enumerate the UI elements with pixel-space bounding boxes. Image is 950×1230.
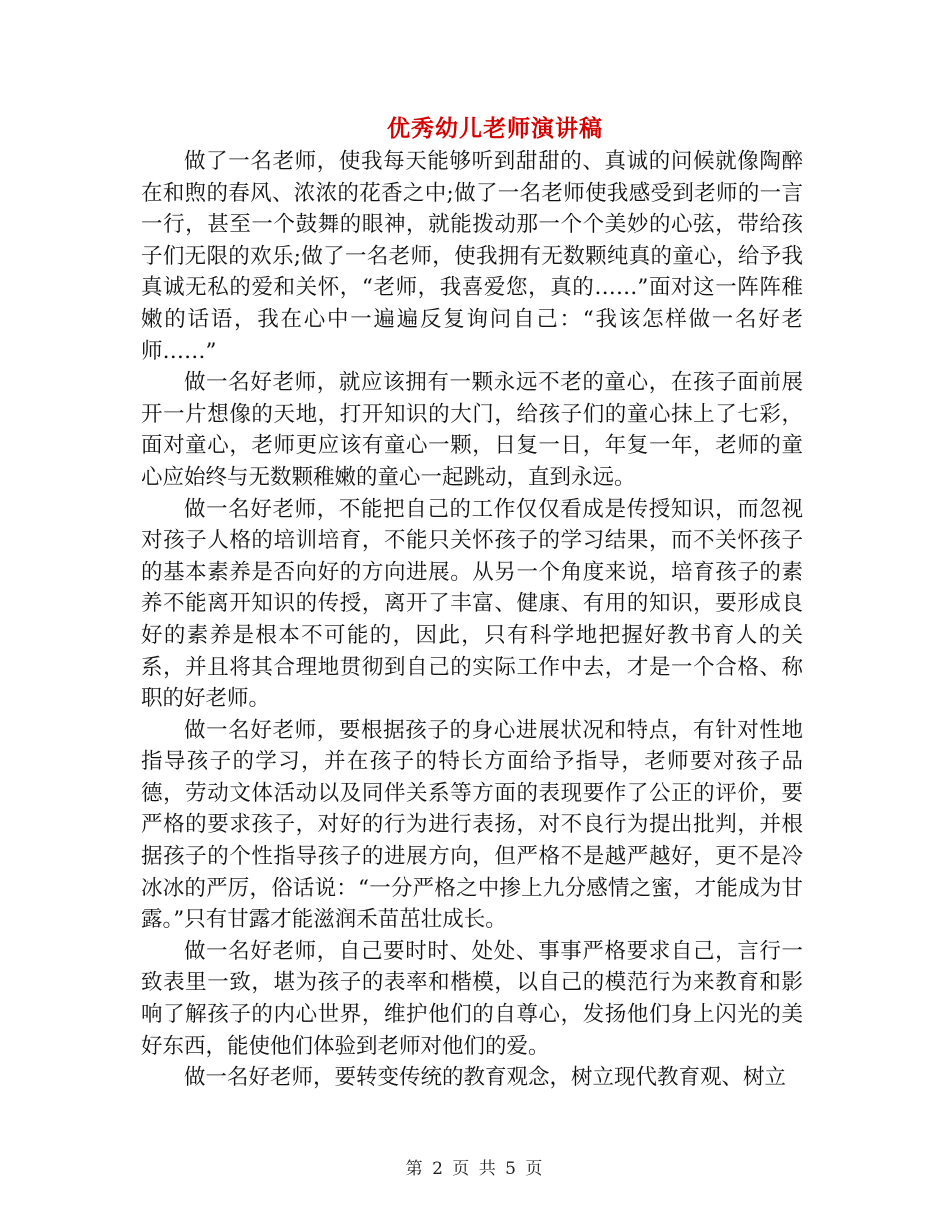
document-body [141,146,803,1094]
paragraph: 做一名好老师，要根据孩子的身心进展状况和特点，有针对性地指导孩子的学习，并在孩子的特长方面给予指导，老师要对孩子品德，劳动文体活动以及同伴关系等方面的表现要作了公正的评价，要严格的要求孩子，对好的行为进行表扬，对不良行为提出批判，并根据孩子的个性指导孩子的进展方向，但严格不是越严越好，更不是冷冰冰的严厉，俗话说：“一分严格之中掺上九分感情之蜜，才能成为甘露。”只有甘露才能滋润禾苗茁壮成长。 [141,717,803,933]
paragraph: 做了一名老师，使我每天能够听到甜甜的、真诚的问候就像陶醉在和煦的春风、浓浓的花香之中;做了一名老师使我感受到老师的一言一行，甚至一个鼓舞的眼神，就能拨动那一个个美妙的心弦，带给孩子们无限的欢乐;做了一名老师，使我拥有无数颗纯真的童心，给予我真诚无私的爱和关怀，“老师，我喜爱您，真的……”面对这一阵阵稚嫩的话语，我在心中一遍遍反复询问自己：“我该怎样做一名好老师……” [141,149,803,364]
paragraph: 做一名好老师，要转变传统的教育观念，树立现代教育观、树立 [184,1065,787,1091]
paragraph: 做一名好老师，自己要时时、处处、事事严格要求自己，言行一致表里一致，堪为孩子的表率和楷模，以自己的模范行为来教育和影响了解孩子的内心世界，维护他们的自尊心，发扬他们身上闪光的美好东西，能使他们体验到老师对他们的爱。 [141,938,803,1059]
page-footer: 第 2 页 共 5 页 [405,1159,545,1179]
paragraph: 做一名好老师，不能把自己的工作仅仅看成是传授知识，而忽视对孩子人格的培训培育，不能只关怀孩子的学习结果，而不关怀孩子的基本素养是否向好的方向进展。从另一个角度来说，培育孩子的素养不能离开知识的传授，离开了丰富、健康、有用的知识，要形成良好的素养是根本不可能的，因此，只有科学地把握好教书育人的关系，并且将其合理地贯彻到自己的实际工作中去，才是一个合格、称职的好老师。 [141,496,803,712]
document-title: 优秀幼儿老师演讲稿 [387,115,603,142]
paragraph: 做一名好老师，就应该拥有一颗永远不老的童心，在孩子面前展开一片想像的天地，打开知识的大门，给孩子们的童心抹上了七彩，面对童心，老师更应该有童心一颗，日复一日，年复一年，老师的童心应始终与无数颗稚嫩的童心一起跳动，直到永远。 [141,370,803,490]
